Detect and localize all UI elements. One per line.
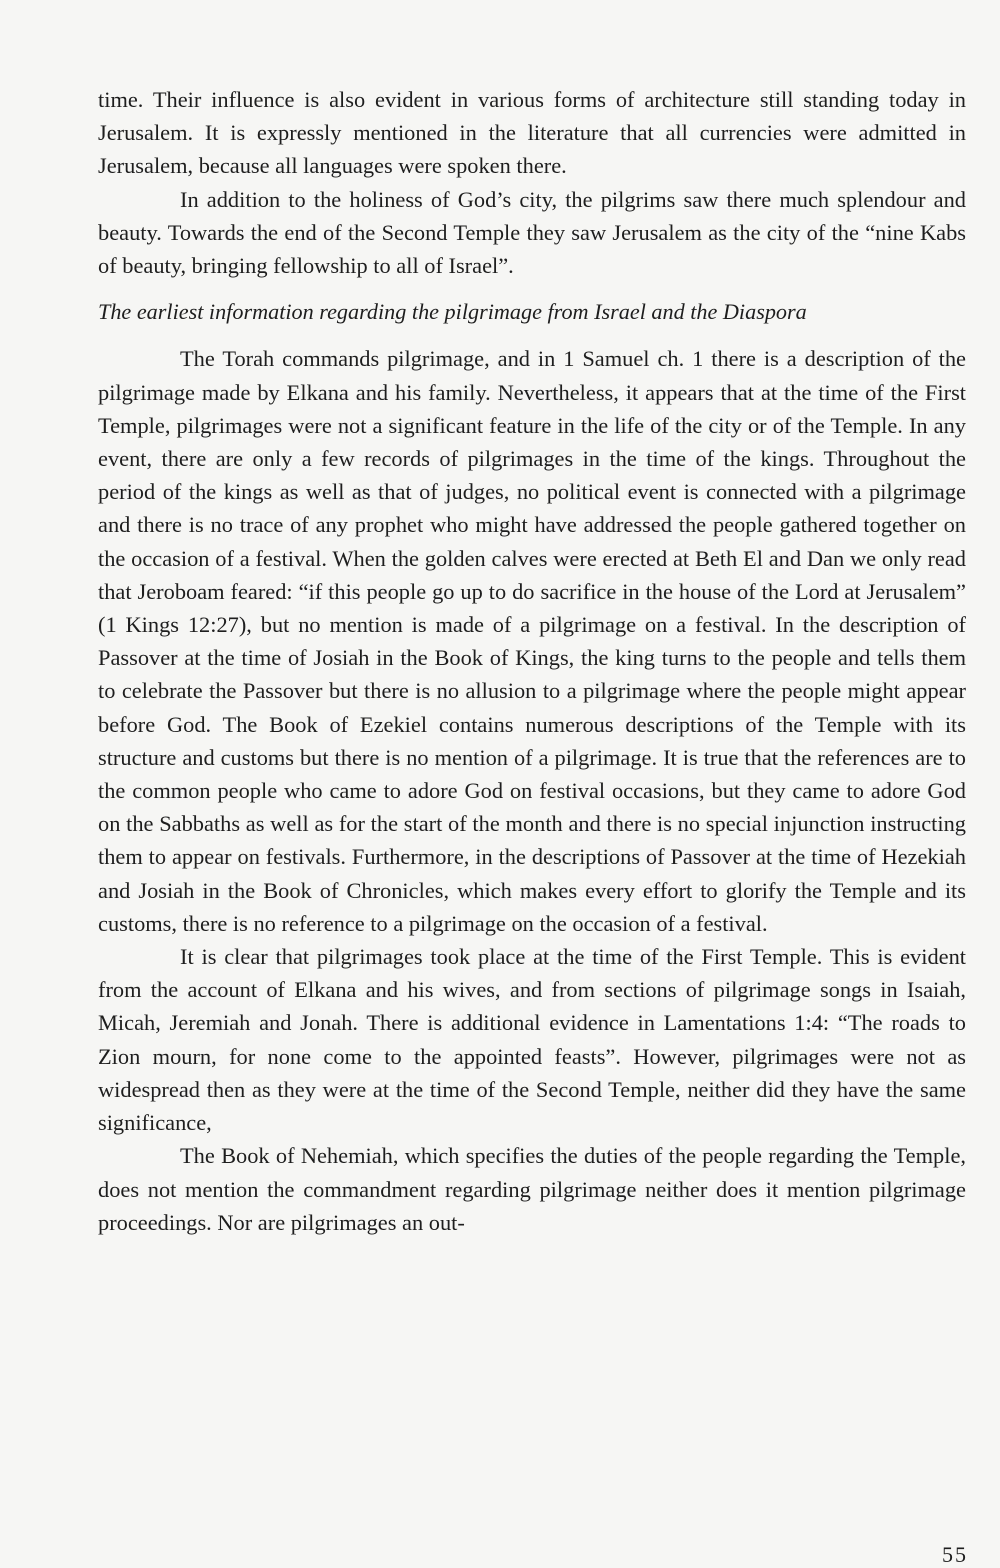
- paragraph-book-of-nehemiah: The Book of Nehemiah, which specifies the duties of the people regarding the Temple, does not mention the commandment regarding pilgrimage neither does it mention pilgrimage proceedings. Nor are pilgrimages an out-: [98, 1143, 966, 1235]
- paragraph-torah-commands: The Torah commands pilgrimage, and in 1 Samuel ch. 1 there is a description of the pilgrimage made by Elkana and his family. Nevertheless, it appears that at the time of the First Temple, pilgrimages were not a significant feature in the life of the city or of the Temple. In any event, there are only a few records of pilgrimages in the time of the kings. Throughout the period of the kings as well as that of judges, no political event is connected with a pilgrimage and there is no trace of any prophet who might have addressed the people gathered together on the occasion of a festival. When the golden calves were erected at Beth El and Dan we only read that Jeroboam feared: “if this people go up to do sacrifice in the house of the Lord at Jerusalem” (1 Kings 12:27), but no mention is made of a pilgrimage on a festival. In the description of Passover at the time of Josiah in the Book of Kings, the king turns to the people and tells them to celebrate the Passover but there is no allusion to a pilgrimage where the people might appear before God. The Book of Ezekiel contains numerous descriptions of the Temple with its structure and customs but there is no mention of a pilgrimage. It is true that the references are to the common people who came to adore God on festival occasions, but they came to adore God on the Sabbaths as well as for the start of the month and there is no special injunction instructing them to appear on festivals. Furthermore, in the descriptions of Passover at the time of Hezekiah and Josiah in the Book of Chronicles, which makes every effort to glorify the Temple and its customs, there is no reference to a pilgrimage on the occasion of a festival.: [98, 346, 966, 936]
- paragraph-first-temple-pilgrimages: It is clear that pilgrimages took place at the time of the First Temple. This is evident from the account of Elkana and his wives, and from sections of pilgrimage songs in Isaiah, Micah, Jeremiah and Jonah. There is additional evidence in Lamentations 1:4: “The roads to Zion mourn, for none come to the appointed feasts”. However, pilgrimages were not as widespread then as they were at the time of the Second Temple, neither did they have the same significance,: [98, 944, 966, 1136]
- page-number: 55: [942, 1542, 968, 1567]
- paragraph-architecture-currencies: time. Their influence is also evident in various forms of architecture still standing today in Jerusalem. It is expressly mentioned in the literature that all currencies were admitted in Jerusalem, because all languages were spoken there.: [98, 87, 966, 179]
- paragraph-splendour-beauty: In addition to the holiness of God’s city, the pilgrims saw there much splendour and beauty. Towards the end of the Second Temple they saw Jerusalem as the city of the “nine Kabs of beauty, bringing fellowship to all of Israel”.: [98, 186, 966, 279]
- page-body-text: [98, 83, 966, 1239]
- section-heading: The earliest information regarding the pilgrimage from Israel and the Diaspora: [98, 299, 807, 325]
